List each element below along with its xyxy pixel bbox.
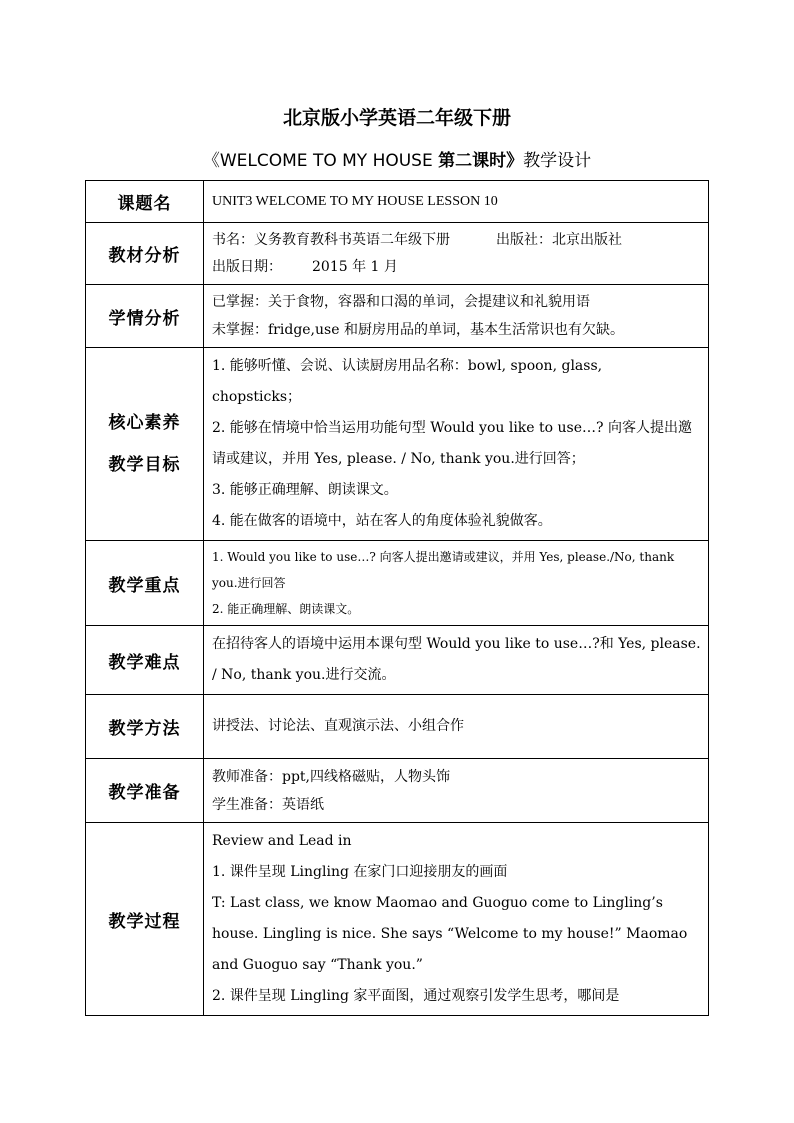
publish-date-value: 2015 年 1 月: [312, 258, 398, 275]
content-focus: [204, 541, 709, 626]
row-process: [86, 823, 709, 1016]
row-material: [86, 223, 709, 285]
label-prep: 教学准备: [86, 759, 204, 823]
methods-text: 讲授法、讨论法、直观演示法、小组合作: [212, 718, 464, 734]
subtitle-prefix: 《WELCOME TO MY HOUSE: [202, 151, 439, 171]
content-process: [204, 823, 709, 1016]
label-process: 教学过程: [86, 823, 204, 1016]
publisher: 出版社：北京出版社: [496, 231, 622, 248]
process-line: 1. 课件呈现 Lingling 在家门口迎接朋友的画面: [212, 864, 508, 880]
content-learner: [204, 285, 709, 348]
subtitle-suffix: 教学设计: [523, 151, 592, 171]
process-line: T: Last class, we know Maomao and Guoguo come to Lingling’s house. Lingling is nice. She says “Welcome to my house!” Maomao and Guoguo say “Thank you.”: [212, 895, 688, 973]
row-goals: [86, 348, 709, 541]
label-focus: 教学重点: [86, 541, 204, 626]
goal-item: 4. 能在做客的语境中，站在客人的角度体验礼貌做客。: [212, 513, 552, 529]
publish-date-label: 出版日期：: [212, 258, 282, 275]
label-difficulty: 教学难点: [86, 626, 204, 695]
document-title: 北京版小学英语二年级下册: [282, 107, 511, 129]
focus-item: 2. 能正确理解、朗读课文。: [212, 602, 360, 616]
subtitle-bold: 第二课时》: [438, 151, 524, 171]
content-difficulty: [204, 626, 709, 695]
content-prep: [204, 759, 709, 823]
topic-text: UNIT3 WELCOME TO MY HOUSE LESSON 10: [212, 194, 498, 209]
goal-item: 2. 能够在情境中恰当运用功能句型 Would you like to use…? 向客人提出邀请或建议，并用 Yes, please. / No, thank you.进行回答；: [212, 420, 692, 467]
prep-teacher: 教师准备：ppt,四线格磁贴，人物头饰: [212, 768, 450, 785]
book-name: 书名：义务教育教科书英语二年级下册: [212, 231, 450, 248]
label-methods: 教学方法: [86, 695, 204, 759]
row-prep: [86, 759, 709, 823]
process-line: 2. 课件呈现 Lingling 家平面图，通过观察引发学生思考，哪间是: [212, 988, 620, 1004]
goal-item: 3. 能够正确理解、朗读课文。: [212, 482, 398, 498]
content-material: [204, 223, 709, 285]
focus-item: 1. Would you like to use…? 向客人提出邀请或建议，并用 Yes, please./No, thank you.进行回答: [212, 550, 675, 590]
document-subtitle: [0, 146, 794, 171]
label-goals-line2: 教学目标: [108, 455, 181, 475]
label-goals-line1: 核心素养: [108, 413, 181, 433]
label-material: 教材分析: [86, 223, 204, 285]
label-learner: 学情分析: [86, 285, 204, 348]
row-learner: [86, 285, 709, 348]
content-methods: [204, 695, 709, 759]
goal-item: 1. 能够听懂、会说、认读厨房用品名称：bowl, spoon, glass, chopsticks；: [212, 358, 603, 405]
learner-not-mastered: 未掌握：fridge,use 和厨房用品的单词，基本生活常识也有欠缺。: [212, 322, 624, 338]
content-topic: [204, 181, 709, 223]
label-topic: 课题名: [86, 181, 204, 223]
label-goals: [86, 348, 204, 541]
content-goals: [204, 348, 709, 541]
row-methods: [86, 695, 709, 759]
process-line: Review and Lead in: [212, 833, 352, 849]
learner-mastered: 已掌握：关于食物，容器和口渴的单词，会提建议和礼貌用语: [212, 294, 590, 310]
row-focus: [86, 541, 709, 626]
lesson-plan-table: [85, 180, 709, 1016]
prep-student: 学生准备：英语纸: [212, 796, 324, 813]
row-topic: [86, 181, 709, 223]
row-difficulty: [86, 626, 709, 695]
difficulty-text: 在招待客人的语境中运用本课句型 Would you like to use…?和 Yes, please. / No, thank you.进行交流。: [212, 636, 701, 683]
